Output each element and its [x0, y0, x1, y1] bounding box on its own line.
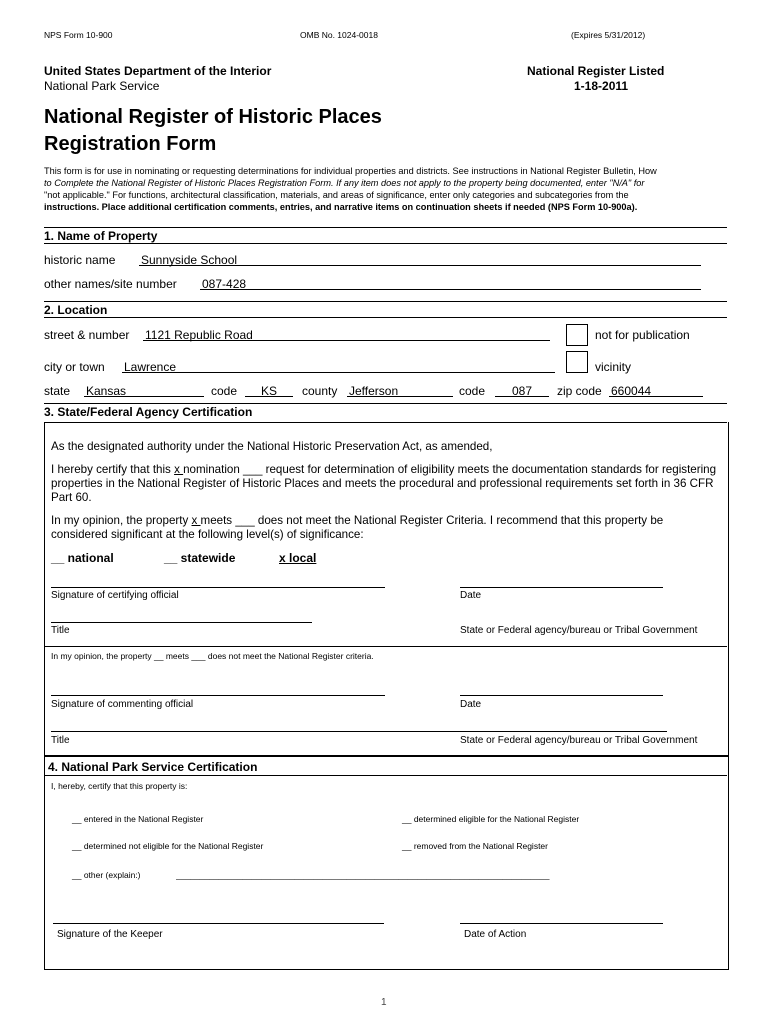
- state-code-field[interactable]: KS: [245, 384, 293, 397]
- city-label: city or town: [44, 360, 105, 374]
- county-code-field[interactable]: 087: [495, 384, 549, 397]
- street-label: street & number: [44, 328, 130, 342]
- certify-prefix: I hereby certify that this: [51, 463, 175, 476]
- keeper-intro: I, hereby, certify that this property is:: [51, 781, 188, 791]
- signature-line: [53, 923, 384, 924]
- keeper-signature-label: Signature of the Keeper: [57, 929, 163, 940]
- level-local[interactable]: x local: [279, 551, 317, 565]
- intro-line-2: to Complete the National Register of Historic Places Registration Form. If any item does not apply to the property being documented, enter "N/A" for: [44, 178, 645, 188]
- commenting-agency-label: State or Federal agency/bureau or Tribal Government: [460, 735, 698, 746]
- option-other[interactable]: __ other (explain:): [72, 870, 141, 880]
- title-line: [51, 622, 312, 623]
- state-code-label: code: [211, 384, 238, 398]
- historic-name-field[interactable]: Sunnyside School: [139, 253, 701, 266]
- section-1-heading: 1. Name of Property: [44, 229, 158, 243]
- meets-mark[interactable]: x: [191, 514, 201, 527]
- opinion-statement: [51, 514, 721, 542]
- city-field[interactable]: Lawrence: [122, 360, 555, 373]
- divider: [44, 403, 727, 404]
- department-name: United States Department of the Interior: [44, 64, 272, 78]
- commenting-date-label: Date: [460, 699, 482, 710]
- page-title: National Register of Historic Places: [44, 106, 382, 128]
- state-label: state: [44, 384, 71, 398]
- signature-line: [51, 695, 385, 696]
- vicinity-checkbox[interactable]: [566, 351, 588, 373]
- section-4-heading: 4. National Park Service Certification: [48, 760, 258, 774]
- service-name: National Park Service: [44, 79, 160, 93]
- option-entered[interactable]: __ entered in the National Register: [72, 814, 204, 824]
- other-explain-line[interactable]: _______________________________________________________________________________: [176, 870, 550, 880]
- listed-label: National Register Listed: [527, 64, 665, 78]
- omb-number: OMB No. 1024-0018: [300, 30, 378, 40]
- certifying-date-label: Date: [460, 590, 482, 601]
- divider: [44, 317, 727, 318]
- date-of-action-label: Date of Action: [464, 929, 527, 940]
- divider: [44, 227, 727, 228]
- level-national[interactable]: __ national: [51, 551, 114, 565]
- certify-rest: nomination ___ request for determination of eligibility meets the documentation standards for registering properties in the National Register of Historic Places and meets the procedural and professional requirements set forth in 36 CFR Part 60.: [51, 463, 717, 504]
- certifying-title-label: Title: [51, 625, 70, 636]
- date-line: [460, 695, 663, 696]
- street-field[interactable]: 1121 Republic Road: [143, 328, 550, 341]
- intro-line-4: instructions. Place additional certification comments, entries, and narrative items on continuation sheets if needed (NPS Form 10-900a).: [44, 202, 638, 212]
- commenting-opinion-text: In my opinion, the property __ meets ___ does not meet the National Register criteria.: [51, 651, 374, 661]
- option-not-eligible[interactable]: __ determined not eligible for the National Register: [72, 841, 264, 851]
- divider: [44, 646, 727, 647]
- certification-statement: [51, 463, 721, 505]
- option-determined-eligible[interactable]: __ determined eligible for the National Register: [402, 814, 580, 824]
- opinion-rest: meets ___ does not meet the National Register Criteria. I recommend that this property be considered significant at the following level(s) of significance:: [51, 514, 664, 541]
- intro-line-3: "not applicable." For functions, architectural classification, materials, and areas of significance, enter only categories and subcategories from the: [44, 190, 629, 200]
- zip-label: zip code: [557, 384, 602, 398]
- other-names-field[interactable]: 087-428: [200, 277, 701, 290]
- date-line: [460, 587, 663, 588]
- form-number: NPS Form 10-900: [44, 30, 113, 40]
- section-3-heading: 3. State/Federal Agency Certification: [44, 405, 253, 419]
- historic-name-label: historic name: [44, 253, 116, 267]
- expiration-date: (Expires 5/31/2012): [571, 30, 646, 40]
- commenting-signature-label: Signature of commenting official: [51, 699, 194, 710]
- not-for-publication-checkbox[interactable]: [566, 324, 588, 346]
- not-for-publication-label: not for publication: [595, 328, 690, 342]
- other-names-label: other names/site number: [44, 277, 177, 291]
- certification-authority-text: As the designated authority under the National Historic Preservation Act, as amended,: [51, 440, 493, 453]
- intro-line-1: This form is for use in nominating or requesting determinations for individual properties and districts. See instructions in National Register Bulletin, How: [44, 166, 657, 176]
- date-line: [460, 923, 663, 924]
- page-number: 1: [381, 997, 387, 1008]
- certifying-signature-label: Signature of certifying official: [51, 590, 179, 601]
- nomination-mark[interactable]: x: [174, 463, 184, 476]
- vicinity-label: vicinity: [595, 360, 632, 374]
- level-statewide[interactable]: __ statewide: [164, 551, 236, 565]
- county-label: county: [302, 384, 338, 398]
- county-code-label: code: [459, 384, 486, 398]
- listed-date: 1-18-2011: [574, 79, 629, 93]
- page-subtitle: Registration Form: [44, 133, 217, 155]
- county-field[interactable]: Jefferson: [347, 384, 453, 397]
- option-removed[interactable]: __ removed from the National Register: [402, 841, 548, 851]
- title-line: [51, 731, 667, 732]
- certifying-agency-label: State or Federal agency/bureau or Tribal Government: [460, 625, 698, 636]
- divider: [44, 243, 727, 244]
- commenting-title-label: Title: [51, 735, 70, 746]
- zip-field[interactable]: 660044: [609, 384, 703, 397]
- signature-line: [51, 587, 385, 588]
- state-field[interactable]: Kansas: [84, 384, 204, 397]
- divider: [44, 301, 727, 302]
- section-2-heading: 2. Location: [44, 303, 108, 317]
- opinion-prefix: In my opinion, the property: [51, 514, 192, 527]
